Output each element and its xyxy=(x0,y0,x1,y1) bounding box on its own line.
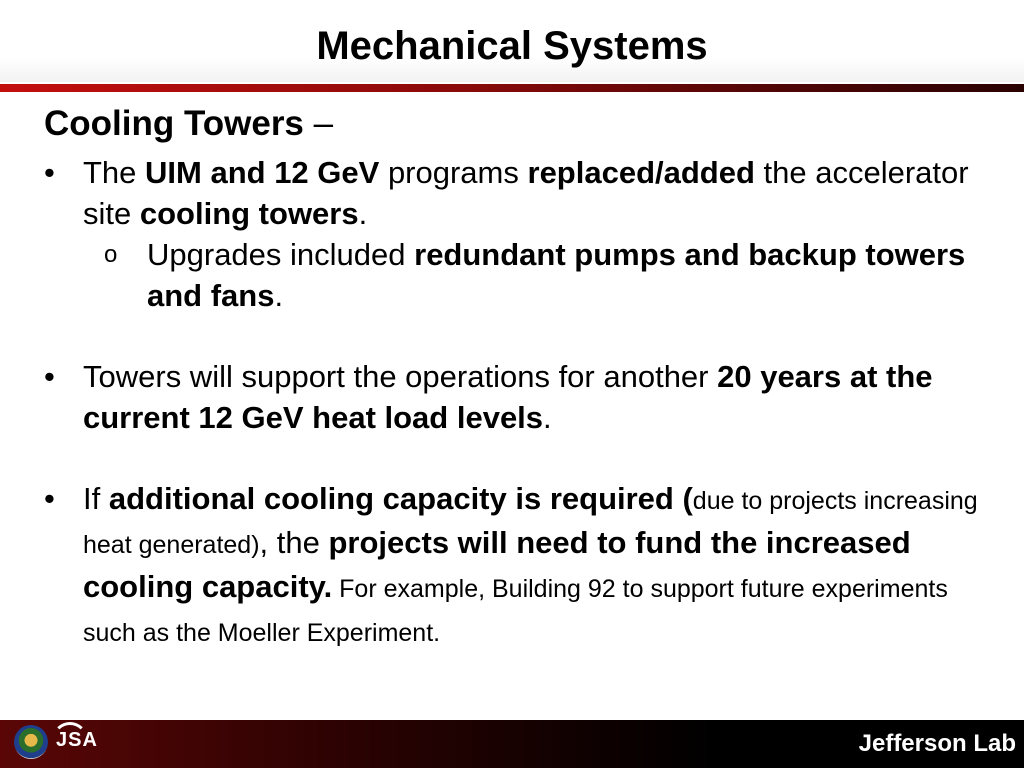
bullet-1-bold: cooling towers xyxy=(139,196,359,231)
bullet-2-text: . xyxy=(543,400,552,435)
bullet-2-text: Towers will support the operations for another xyxy=(83,359,718,394)
sub-bullet-1 xyxy=(44,234,984,316)
bullet-1-text: The xyxy=(83,155,146,190)
sub-bullet-bold: redundant pumps and backup towers and fans xyxy=(147,237,966,313)
bullet-marker: • xyxy=(44,359,55,394)
bullet-3-small: due to projects increasing heat generated) xyxy=(83,487,978,559)
sub-bullet-marker: o xyxy=(104,241,118,268)
bullet-marker: • xyxy=(44,155,55,190)
heading-dash: – xyxy=(303,104,334,143)
bullet-1-bold: UIM and 12 GeV xyxy=(145,155,380,190)
bullet-1 xyxy=(44,152,984,234)
jefferson-lab-logo: Jefferson Lab xyxy=(858,730,1016,757)
bullet-marker: • xyxy=(44,481,55,516)
heading-text: Cooling Towers xyxy=(44,104,304,143)
footer-bar xyxy=(0,720,1024,768)
jsa-logo: JSA xyxy=(56,729,98,751)
bullet-3 xyxy=(44,478,984,654)
bullet-1-text: the accelerator site xyxy=(83,155,969,231)
bullet-2-bold: 20 years at the current 12 GeV heat load levels xyxy=(83,359,933,435)
slide-title: Mechanical Systems xyxy=(316,24,708,68)
title-rule xyxy=(0,84,1024,92)
spacer xyxy=(44,438,984,478)
bullet-3-small: For example, Building 92 to support future experiments such as the Moeller Experiment. xyxy=(83,575,948,647)
bullet-2 xyxy=(44,356,984,438)
bullet-3-text: , the xyxy=(259,525,329,560)
doe-seal-icon xyxy=(14,725,48,759)
sub-bullet-text: Upgrades included xyxy=(147,237,415,272)
slide-content xyxy=(44,98,984,654)
sub-bullet-text: . xyxy=(274,278,284,313)
bullet-1-bold: replaced/added xyxy=(527,155,755,190)
bullet-3-bold: additional cooling capacity is required ( xyxy=(108,481,693,516)
bullet-3-text: If xyxy=(83,481,109,516)
bullet-3-bold: projects will need to fund the increased cooling capacity. xyxy=(83,525,911,604)
bullet-1-text: . xyxy=(358,196,368,231)
section-heading xyxy=(44,98,984,150)
bullet-1-text: programs xyxy=(379,155,528,190)
spacer xyxy=(44,316,984,356)
